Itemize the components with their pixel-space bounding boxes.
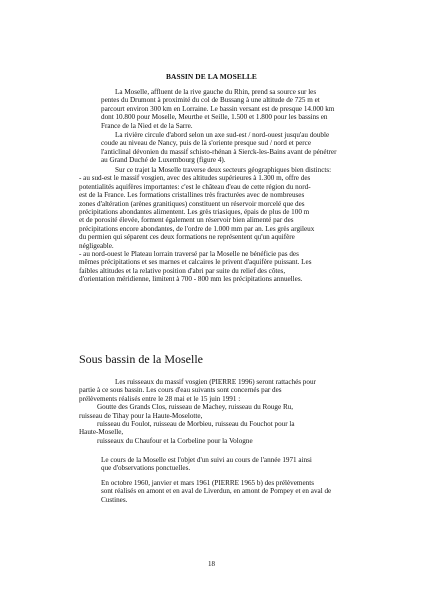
text-line: que d'observations ponctuelles.	[101, 464, 191, 473]
text-line: potentialités aquifères importantes: c'est le château d'eau de cette région du nord-	[79, 182, 311, 191]
text-line: négligeable.	[79, 241, 114, 250]
text-line: Goutte des Grands Clos, ruisseau de Machey, ruisseau du Rouge Ru,	[97, 403, 294, 412]
text-line: Sur ce trajet la Moselle traverse deux secteurs géographiques bien distincts:	[115, 166, 332, 174]
text-line: précipitations encore abondantes, de l'ordre de 1.000 mm par an. Les grès argileux	[79, 224, 315, 233]
text-line: dont 10.800 pour Moselle, Meurthe et Seille, 1.500 et 1.800 pour les bassins en	[101, 113, 328, 122]
text-line: La rivière circule d'abord selon un axe sud-est / nord-ouest jusqu'au double	[115, 131, 330, 139]
text-line: Les ruisseaux du massif vosgien (PIERRE 1996) seront rattachés pour	[115, 378, 316, 386]
text-line: ruisseaux du Chaufour et la Corbeline pour la Vologne	[97, 436, 253, 445]
text-line: faibles altitudes et la relative position d'abri par suite du relief des côtes,	[79, 266, 286, 275]
text-line: précipitations abondantes alimentent. Les grès triasiques, épais de plus de 100 m	[79, 208, 310, 217]
text-line: La Moselle, affluent de la rive gauche du Rhin, prend sa source sur les	[115, 88, 317, 96]
paragraph-follow-up	[79, 456, 343, 473]
text-line: parcourt environ 300 km en Lorraine. Le bassin versant est de presque 14.000 km	[101, 104, 335, 113]
page-number: 18	[208, 560, 215, 568]
text-line: mêmes précipitations et ses marnes et calcaires le privent d'aquifère puissant. Les	[79, 258, 312, 267]
text-line: zones d'altération (arènes granitiques) constituent un réservoir morcelé que des	[79, 199, 305, 208]
text-line: pentes du Drumont à proximité du col de Bussang à une altitude de 725 m et	[101, 96, 320, 105]
text-line: ruisseau de Tihay pour la Haute-Moselotte,	[79, 411, 203, 420]
paragraph-streams	[79, 378, 343, 445]
paragraph-course	[79, 131, 343, 165]
text-line: En octobre 1960, janvier et mars 1961 (PIERRE 1965 b) des prélèvements	[101, 479, 314, 487]
page-title: BASSIN DE LA MOSELLE	[166, 72, 257, 81]
text-line: - au nord-ouest le Plateau lorrain traversé par la Moselle ne bénéficie pas des	[79, 250, 299, 259]
text-line: est de la France. Les formations cristallines très fracturées avec de nombreuses	[79, 191, 305, 200]
text-line: Le cours de la Moselle est l'objet d'un suivi au cours de l'année 1971 ainsi	[101, 456, 312, 464]
text-line: partie à ce sous bassin. Les cours d'eau suivants sont concernés par des	[79, 386, 282, 395]
text-line: France de la Nied et de la Sarre.	[101, 121, 193, 130]
text-line: - au sud-est le massif vosgien, avec des altitudes supérieures à 1.300 m, offre des	[79, 174, 311, 183]
text-line: l'anticlinal dévonien du massif schisto-rhénan à Sierck-les-Bains avant de pénétrer	[101, 147, 337, 156]
paragraph-sectors	[79, 166, 343, 284]
text-line: au Grand Duché de Luxembourg (figure 4).	[101, 156, 226, 165]
text-line: du permien qui séparent ces deux formations ne représentent qu'un aquifère	[79, 233, 295, 242]
text-line: d'orientation méridienne, limitent à 700 - 800 mm les précipitations annuelles.	[79, 275, 303, 284]
text-line: prélèvements réalisés entre le 28 mai et le 15 juin 1991 :	[79, 394, 241, 403]
paragraph-source	[79, 88, 343, 130]
paragraph-samples	[79, 479, 343, 504]
text-line: ruisseau du Foulot, ruisseau de Morbieu, ruisseau du Fouchot pour la	[97, 420, 295, 429]
text-line: coude au niveau de Nancy, puis de là s'oriente presque sud / nord et perce	[101, 139, 312, 148]
text-line: sont réalisés en amont et en aval de Liverdun, en amont de Pompey et en aval de	[101, 487, 332, 496]
text-line: Haute-Moselle,	[79, 428, 124, 437]
text-line: et de porosité élevée, forment également un réservoir bien alimenté par des	[79, 216, 294, 225]
text-line: Custines.	[101, 495, 128, 504]
section-title: Sous bassin de la Moselle	[79, 352, 203, 366]
